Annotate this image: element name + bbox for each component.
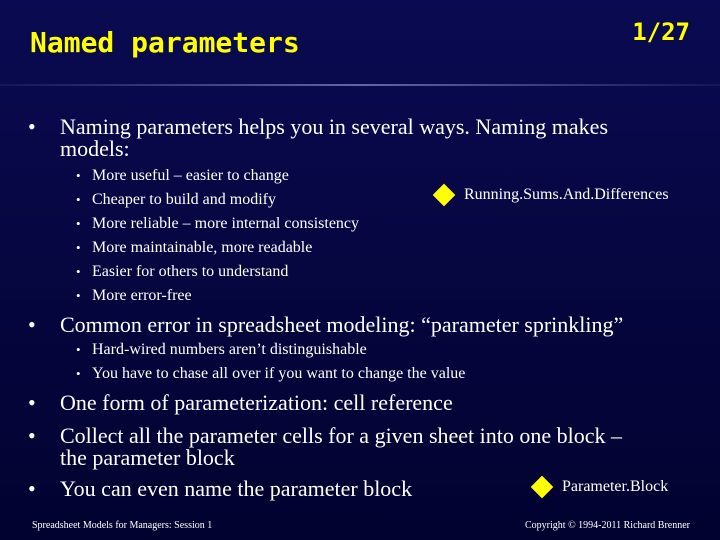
page-number: 1/27 [632, 18, 690, 46]
bullet-dot: • [28, 390, 36, 415]
bullet-text: the parameter block [60, 445, 235, 470]
link-label: Parameter.Block [562, 478, 669, 495]
bullet-dot: • [28, 312, 36, 337]
sub-bullet-text: More useful – easier to change [92, 167, 289, 184]
diamond-icon [433, 184, 456, 207]
sub-bullet-text: You have to chase all over if you want to change the value [92, 365, 466, 382]
sub-bullet-text: More reliable – more internal consistency [92, 215, 360, 232]
diamond-icon [531, 476, 554, 499]
bullet-dot: • [28, 114, 36, 139]
link-label: Running.Sums.And.Differences [464, 186, 669, 203]
bullet-dot: • [76, 288, 81, 303]
bullet-text: One form of parameterization: cell reference [60, 390, 453, 415]
bullet-dot: • [28, 476, 36, 501]
bullet-text: Collect all the parameter cells for a given sheet into one block – [60, 423, 623, 448]
parameter-block-link[interactable] [534, 478, 668, 496]
bullet-text: Naming parameters helps you in several ways. Naming makes [60, 114, 609, 139]
bullet-dot: • [76, 366, 81, 381]
footer-copyright: Copyright © 1994-2011 Richard Brenner [525, 520, 690, 531]
slide-title: Named parameters [30, 26, 300, 59]
bullet-dot: • [76, 168, 81, 183]
sub-bullet-text: Hard-wired numbers aren’t distinguishable [92, 341, 367, 358]
bullet-dot: • [28, 423, 36, 448]
bullet-dot: • [76, 216, 81, 231]
sub-bullet-text: Cheaper to build and modify [92, 191, 276, 208]
bullet-dot: • [76, 264, 81, 279]
bullet-dot: • [76, 192, 81, 207]
sub-bullet-text: More maintainable, more readable [92, 239, 313, 256]
bullet-text: Common error in spreadsheet modeling: “parameter sprinkling” [60, 312, 624, 337]
bullet-text: models: [60, 136, 130, 161]
bullet-dot: • [76, 342, 81, 357]
footer-course: Spreadsheet Models for Managers: Session 1 [32, 520, 213, 531]
sub-bullet-text: Easier for others to understand [92, 263, 289, 280]
running-sums-link[interactable] [436, 186, 669, 204]
sub-bullet-text: More error-free [92, 287, 192, 304]
bullet-text: You can even name the parameter block [60, 476, 413, 501]
bullet-dot: • [76, 240, 81, 255]
